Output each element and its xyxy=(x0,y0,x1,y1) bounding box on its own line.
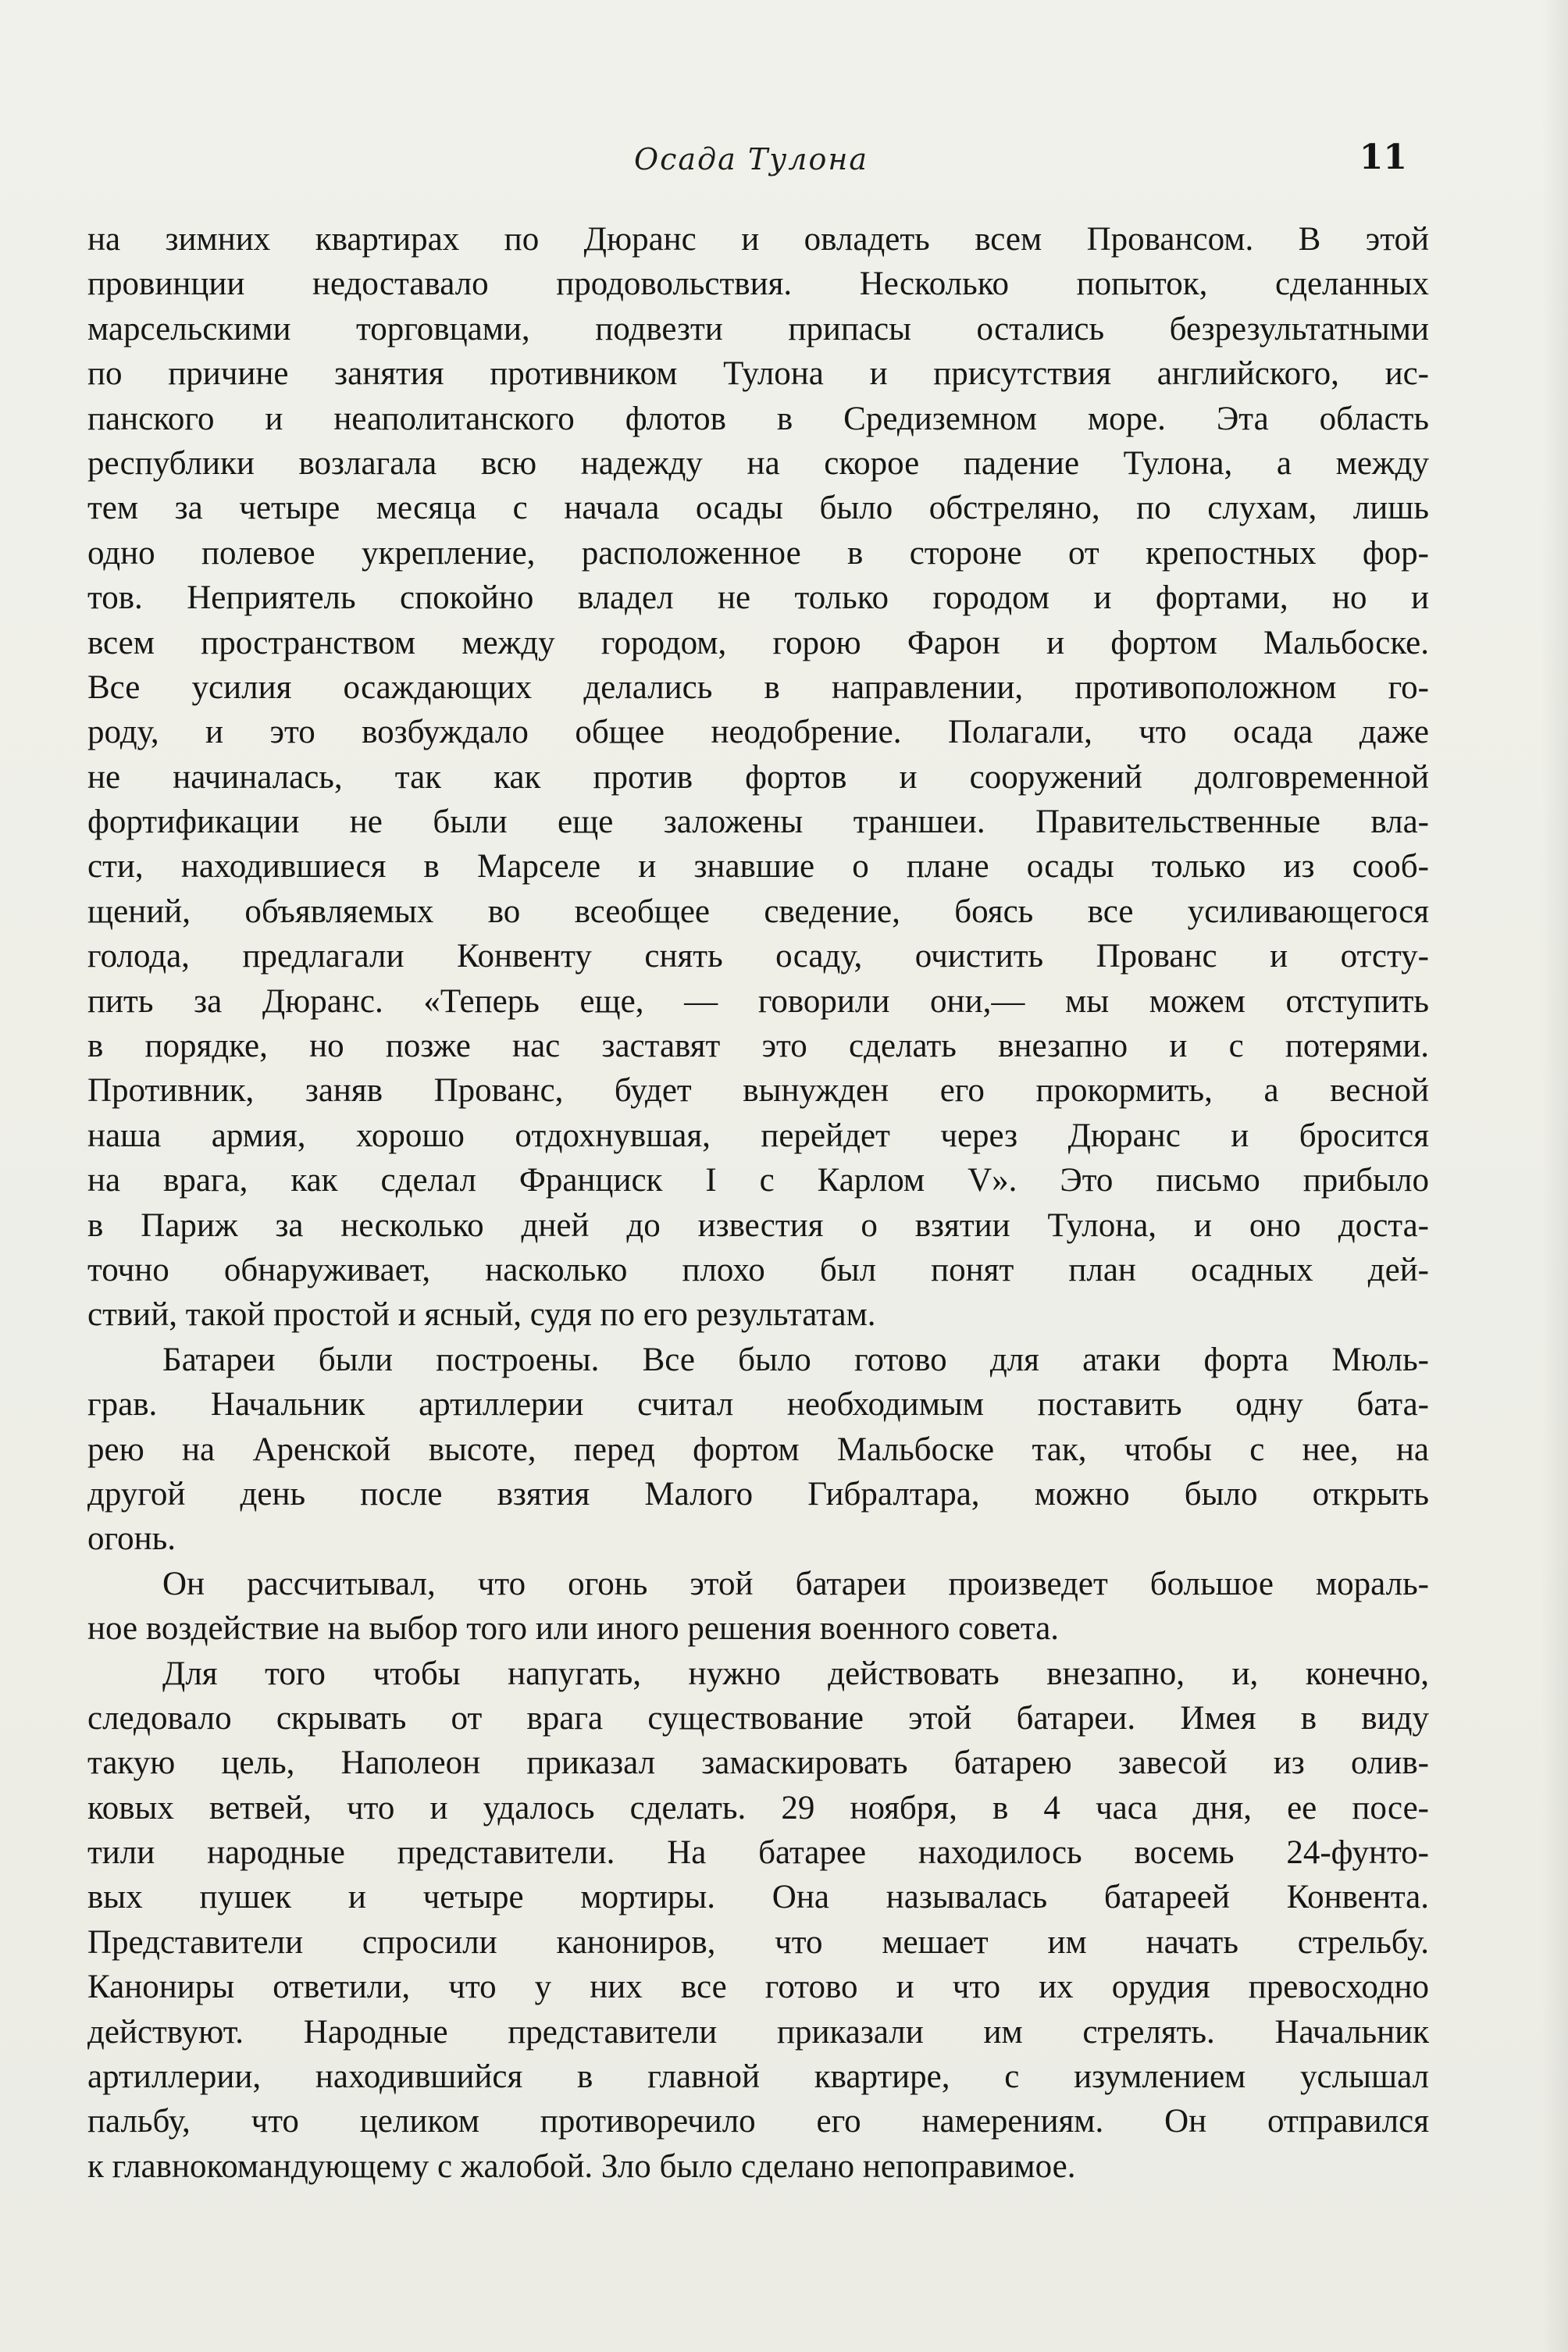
text-line: ное воздействие на выбор того или иного решения военного совета. xyxy=(87,1610,1060,1648)
text-line: республики возлагала всю надежду на скорое падение Тулона, а между xyxy=(87,444,1429,482)
running-title: Осада Тулона xyxy=(633,142,869,176)
text-line: вых пушек и четыре мортиры. Она называлась батареей Конвента. xyxy=(87,1879,1429,1916)
paragraph xyxy=(87,1652,1429,2190)
text-line: всем пространством между городом, горою Фарон и фортом Мальбоске. xyxy=(87,624,1429,661)
text-line: на врага, как сделал Франциск I с Карлом V». Это письмо прибыло xyxy=(87,1162,1429,1199)
text-line: огонь. xyxy=(87,1520,176,1558)
text-line: тем за четыре месяца с начала осады было обстреляно, по слухам, лишь xyxy=(87,490,1429,527)
text-line: артиллерии, находившийся в главной квартире, с изумлением услышал xyxy=(87,2058,1429,2096)
text-line: ковых ветвей, что и удалось сделать. 29 ноября, в 4 часа дня, ее посе- xyxy=(87,1789,1429,1826)
paragraph xyxy=(87,1338,1429,1562)
text-line: такую цель, Наполеон приказал замаскировать батарею завесой из олив- xyxy=(87,1744,1429,1782)
text-line: следовало скрывать от врага существование этой батареи. Имея в виду xyxy=(87,1699,1429,1737)
text-line: Противник, заняв Прованс, будет вынужден его прокормить, а весной xyxy=(87,1072,1429,1110)
text-line: рею на Аренской высоте, перед фортом Мальбоске так, чтобы с нее, на xyxy=(87,1431,1429,1468)
text-line: грав. Начальник артиллерии считал необходимым поставить одну бата- xyxy=(87,1386,1429,1424)
paragraph xyxy=(87,217,1429,1338)
text-line: другой день после взятия Малого Гибралтара, можно было открыть xyxy=(87,1475,1429,1513)
text-line: тов. Неприятель спокойно владел не только городом и фортами, но и xyxy=(87,579,1429,617)
text-line: в порядке, но позже нас заставят это сделать внезапно и с потерями. xyxy=(87,1028,1429,1065)
text-line: Представители спросили канониров, что мешает им начать стрельбу. xyxy=(87,1923,1429,1961)
text-line: наша армия, хорошо отдохнувшая, перейдет через Дюранс и бросится xyxy=(87,1117,1429,1154)
text-line: по причине занятия противником Тулона и присутствия английского, ис- xyxy=(87,355,1429,393)
text-line: фортификации не были еще заложены траншеи. Правительственные вла- xyxy=(87,804,1429,841)
text-line: Батареи были построены. Все было готово для атаки форта Мюль- xyxy=(162,1341,1429,1378)
text-line: ствий, такой простой и ясный, судя по его результатам. xyxy=(87,1296,876,1334)
text-line: пальбу, что целиком противоречило его намерениям. Он отправился xyxy=(87,2103,1429,2140)
page-number: 11 xyxy=(1359,137,1407,177)
text-line: Для того чтобы напугать, нужно действовать внезапно, и, конечно, xyxy=(162,1655,1429,1692)
text-line: панского и неаполитанского флотов в Средиземном море. Эта область xyxy=(87,400,1429,437)
text-line: одно полевое укрепление, расположенное в стороне от крепостных фор- xyxy=(87,534,1429,572)
paragraph xyxy=(87,1562,1429,1652)
text-line: к главнокомандующему с жалобой. Зло было сделано непоправимое. xyxy=(87,2147,1076,2185)
body-text xyxy=(87,217,1429,2189)
text-line: провинции недоставало продовольствия. Несколько попыток, сделанных xyxy=(87,265,1429,303)
text-line: щений, объявляемых во всеобщее сведение, боясь все усиливающегося xyxy=(87,893,1429,930)
text-line: голода, предлагали Конвенту снять осаду, очистить Прованс и отсту- xyxy=(87,938,1429,975)
page-edge-shadow xyxy=(1541,0,1568,2352)
text-line: сти, находившиеся в Марселе и знавшие о плане осады только из сооб- xyxy=(87,848,1429,886)
text-line: действуют. Народные представители приказали им стрелять. Начальник xyxy=(87,2013,1429,2051)
text-line: точно обнаруживает, насколько плохо был понят план осадных дей- xyxy=(87,1251,1429,1288)
text-line: Все усилия осаждающих делались в направлении, противоположном го- xyxy=(87,668,1429,706)
text-line: на зимних квартирах по Дюранс и овладеть всем Провансом. В этой xyxy=(87,221,1429,258)
page-header xyxy=(87,137,1415,192)
text-line: Он рассчитывал, что огонь этой батареи произведет большое мораль- xyxy=(162,1565,1429,1602)
text-line: тили народные представители. На батарее находилось восемь 24-фунто- xyxy=(87,1834,1429,1872)
text-line: пить за Дюранс. «Теперь еще, — говорили они,— мы можем отступить xyxy=(87,982,1429,1020)
text-line: в Париж за несколько дней до известия о взятии Тулона, и оно доста- xyxy=(87,1206,1429,1244)
text-line: Канониры ответили, что у них все готово и что их орудия превосходно xyxy=(87,1969,1429,2006)
text-line: роду, и это возбуждало общее неодобрение. Полагали, что осада даже xyxy=(87,714,1429,751)
text-line: не начиналась, так как против фортов и сооружений долговременной xyxy=(87,758,1429,796)
text-line: марсельскими торговцами, подвезти припасы остались безрезультатными xyxy=(87,310,1429,347)
